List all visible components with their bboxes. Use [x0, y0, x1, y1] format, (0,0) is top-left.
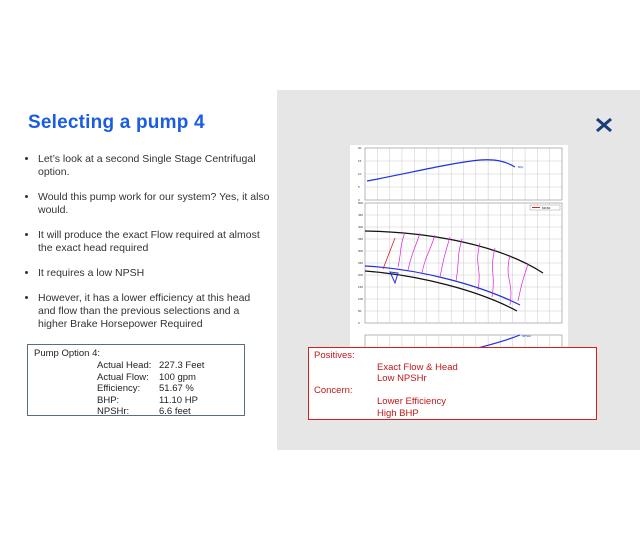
tick-label: 0 — [358, 198, 360, 202]
option-row: Actual Head: 227.3 Feet — [97, 360, 205, 371]
pump-curve-image — [350, 145, 568, 350]
tick-label: 10 — [358, 172, 362, 176]
tick-label: 450 — [358, 213, 364, 217]
concern-item: High BHP — [377, 407, 419, 419]
option-row: NPSHr: 6.6 feet — [97, 406, 191, 417]
concern-item: Lower Efficiency — [377, 396, 446, 407]
npsh-label: NPSHr — [522, 334, 532, 338]
tick-label: 350 — [358, 237, 364, 241]
bullet-item: • It will produce the exact Flow required at almost the exact head required — [38, 229, 270, 255]
tick-label: 250 — [358, 261, 364, 265]
head-curve-max — [365, 231, 543, 273]
efficiency-curve — [440, 237, 450, 277]
bullet-item: • However, it has a lower efficiency at this head and flow than the previous selections and a higher Brake Horsepower Required — [38, 292, 270, 331]
option-row: BHP: 11.10 HP — [97, 394, 198, 406]
efficiency-curve — [478, 243, 480, 290]
efficiency-curve — [518, 264, 528, 301]
npsh-line — [383, 238, 395, 269]
option-row: Efficiency: 51.67 % — [97, 383, 194, 394]
chart-legend: MCSF — [542, 206, 551, 210]
notes-box — [308, 347, 597, 420]
tick-label: 5 — [358, 185, 360, 189]
bullet-item: • Let’s look at a second Single Stage Centrifugal option. — [38, 153, 270, 179]
tick-label: 500 — [358, 201, 364, 205]
efficiency-curve — [422, 235, 435, 273]
brand-logo-icon — [595, 116, 613, 134]
tick-label: 50 — [358, 309, 362, 313]
efficiency-curve — [508, 255, 511, 305]
pump-option-box — [27, 344, 245, 416]
efficiency-curve — [408, 233, 420, 270]
option-heading: Pump Option 4: — [34, 348, 101, 359]
tick-label: 400 — [358, 225, 364, 229]
tick-label: 15 — [358, 159, 362, 163]
concern-label: Concern: — [314, 384, 353, 396]
power-label: Bhp — [518, 165, 524, 169]
efficiency-curve — [456, 239, 462, 281]
slide-title: Selecting a pump 4 — [28, 112, 205, 133]
tick-label: 150 — [358, 285, 364, 289]
tick-label: 200 — [358, 273, 364, 277]
bullet-item: • Would this pump work for our system? Yes, it also would. — [38, 191, 270, 217]
positives-label: Positives: — [314, 350, 355, 361]
power-curve — [367, 160, 515, 181]
bullet-item: • It requires a low NPSH — [38, 267, 270, 280]
tick-label: 100 — [358, 297, 364, 301]
efficiency-curve — [492, 248, 495, 297]
efficiency-curve — [398, 232, 405, 267]
bullet-list — [26, 153, 270, 343]
tick-label: 300 — [358, 249, 364, 253]
option-row: Actual Flow: 100 gpm — [97, 371, 196, 383]
tick-label: 0 — [358, 321, 360, 325]
positive-item: Exact Flow & Head — [377, 361, 458, 373]
tick-label: 20 — [358, 146, 362, 150]
positive-item: Low NPSHr — [377, 373, 427, 384]
